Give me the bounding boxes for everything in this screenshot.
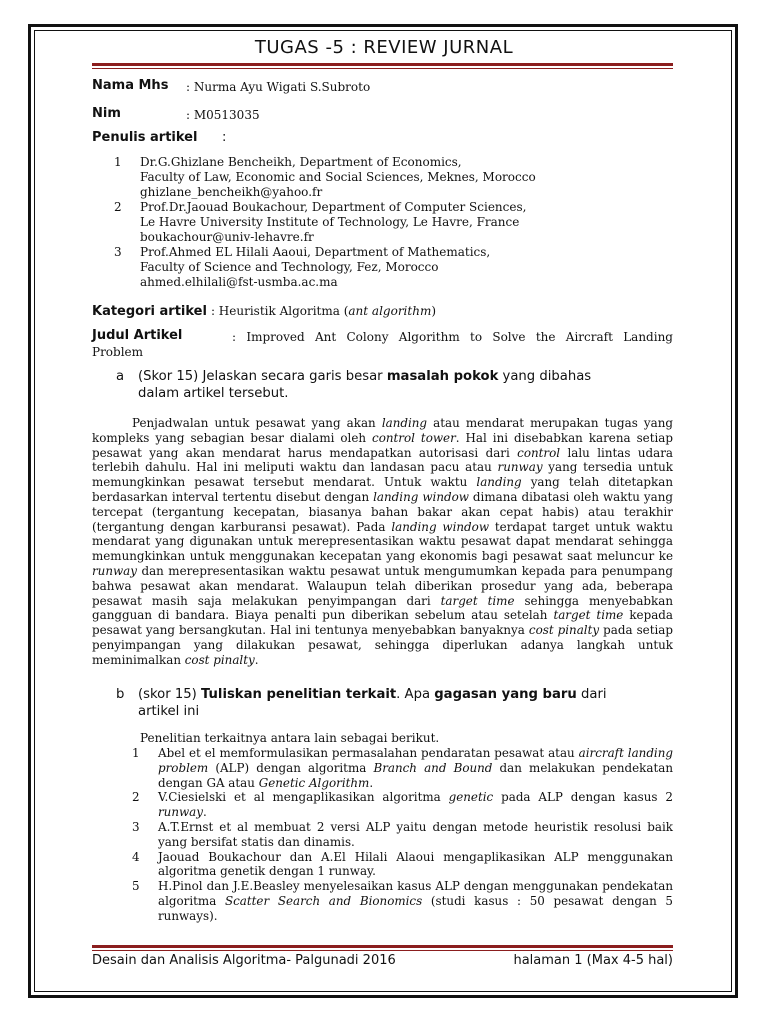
related-list: [132, 746, 673, 924]
italic-term: landing window: [373, 489, 469, 504]
author-item: [114, 155, 654, 200]
text-run: pada setiap penyimpangan yang dilakukan pesawat, sehingga diperlukan adanya langkah untuk meminimalkan: [92, 623, 673, 667]
kategori-value-italic: ant algorithm: [348, 304, 432, 318]
author-line: Le Havre University Institute of Technology, Le Havre, France: [140, 215, 520, 229]
text-run: (studi kasus : 50 pesawat dengan 5 runways).: [158, 893, 673, 923]
author-email: ghizlane_bencheikh@yahoo.fr: [140, 185, 323, 199]
text-run: Penjadwalan untuk pesawat yang akan: [132, 416, 382, 430]
answer-b-intro: Penelitian terkaitnya antara lain sebagai berikut.: [140, 731, 440, 745]
question-a-prefix: (Skor 15) Jelaskan secara garis besar: [138, 369, 387, 384]
text-run: V.Ciesielski et al mengaplikasikan algoritma: [158, 790, 449, 805]
answer-a-paragraph: [92, 416, 673, 668]
text-run: (ALP) dengan algoritma: [208, 760, 374, 775]
judul-value: : Improved Ant Colony Algorithm to Solve the Aircraft Landing: [232, 330, 673, 344]
title-rule: [92, 63, 673, 66]
author-line: Prof.Dr.Jaouad Boukachour, Department of Computer Sciences,: [140, 200, 527, 214]
italic-term: landing window: [391, 519, 490, 534]
kategori-label: Kategori artikel: [92, 304, 207, 319]
text-run: terdapat target untuk waktu mendarat yang digunakan untuk merepresentasikan waktu pesawat dapat mendarat sehingga memungkinkan untuk menggunakan kecepatan yang ekonomis bagi pesawat saat meluncur ke: [92, 519, 673, 564]
question-b-prefix: (skor 15): [138, 687, 201, 702]
italic-term: runway: [158, 805, 203, 820]
text-run: .: [254, 652, 259, 667]
italic-term: aircraft landing problem: [158, 746, 674, 775]
italic-term: target time: [440, 593, 515, 608]
footer-course: Desain dan Analisis Algoritma- Palgunadi 2016: [92, 953, 396, 968]
text-run: sehingga menyebabkan gangguan di bandara. Biaya penalti pun diberikan sebelum atau setelah: [92, 593, 673, 623]
author-number: 1: [114, 155, 122, 169]
italic-term: Branch and Bound: [373, 760, 493, 775]
penulis-label: Penulis artikel: [92, 130, 198, 145]
footer-rule-thin: [92, 950, 673, 951]
text-run: A.T.Ernst et al membuat 2 versi ALP yaitu dengan metode heuristik resolusi baik yang bersifat statis dan dinamis.: [158, 819, 673, 849]
text-run: dan melakukan pendekatan dengan GA atau: [158, 760, 673, 790]
italic-term: target time: [553, 608, 624, 623]
author-email: boukachour@univ-lehavre.fr: [140, 230, 314, 244]
author-number: 3: [114, 245, 122, 259]
author-line: Faculty of Science and Technology, Fez, Morocco: [140, 260, 439, 274]
text-run: Jaouad Boukachour dan A.El Hilali Alaoui mengaplikasikan ALP menggunakan algoritma genetik dengan 1 runway.: [158, 849, 673, 879]
question-b-letter: b: [116, 687, 125, 702]
text-run: . Hal ini disebabkan karena setiap pesawat yang akan mendarat harus mendapatkan autorisasi dari: [92, 430, 673, 460]
text-run: dimana dibatasi oleh waktu yang tercepat (tergantung kecepatan, biasanya bahan bakar akan cepat habis) atau terakhir (tergantung dengan karburansi pesawat). Pada: [92, 489, 673, 534]
related-item: [132, 790, 673, 820]
kategori-value-prefix: : Heuristik Algoritma (: [210, 304, 349, 318]
italic-term: landing: [381, 416, 428, 430]
footer-page: halaman 1 (Max 4-5 hal): [513, 953, 673, 968]
related-item: [132, 879, 673, 923]
text-run: yang telah ditetapkan berdasarkan interval tertentu disebut dengan: [92, 475, 673, 504]
author-email: ahmed.elhilali@fst-usmba.ac.ma: [140, 275, 338, 289]
author-item: [114, 200, 654, 245]
question-a-suffix: yang dibahas: [498, 369, 592, 384]
question-b-suffix: dari: [576, 687, 607, 702]
italic-term: Scatter Search and Bionomics: [224, 893, 423, 908]
italic-term: control: [517, 445, 561, 460]
italic-term: Genetic Algorithm: [258, 775, 370, 790]
italic-term: cost pinalty: [184, 652, 255, 667]
text-run: atau mendarat merupakan tugas yang kompleks yang sebagian besar dialami oleh: [92, 416, 673, 445]
author-line: Faculty of Law, Economic and Social Sciences, Meknes, Morocco: [140, 170, 536, 184]
title-rule-thin: [92, 68, 673, 69]
related-number: 5: [132, 879, 140, 894]
question-b-bold2: gagasan yang baru: [434, 687, 577, 702]
author-item: [114, 245, 654, 290]
text-run: yang tersedia untuk memungkinkan pesawat tersebut mendarat. Untuk waktu: [92, 460, 673, 490]
text-run: lalu lintas udara terlebih dahulu. Hal ini meliputi waktu dan landasan pacu atau: [92, 445, 673, 475]
penulis-colon: :: [222, 130, 227, 145]
related-number: 1: [132, 746, 140, 760]
question-a-letter: a: [116, 369, 125, 384]
nim-value: : M0513035: [186, 108, 260, 122]
question-b: [138, 686, 668, 720]
nama-label: Nama Mhs: [92, 78, 169, 93]
question-a-line2: dalam artikel tersebut.: [138, 386, 289, 401]
author-line: Prof.Ahmed EL Hilali Aaoui, Department of Mathematics,: [140, 245, 491, 259]
authors-list: [114, 155, 654, 290]
author-number: 2: [114, 200, 122, 214]
italic-term: runway: [497, 460, 543, 475]
text-run: .: [203, 805, 207, 820]
footer-rule: [92, 945, 673, 948]
text-run: H.Pinol dan J.E.Beasley menyelesaikan kasus ALP dengan menggunakan pendekatan algoritma: [158, 879, 673, 908]
italic-term: cost pinalty: [528, 623, 600, 638]
text-run: dan merepresentasikan waktu pesawat untuk mengumumkan kepada para penumpang bahwa pesawat akan mendarat. Walaupun telah diberikan prosedur yang ada, beberapa pesawat masih saja melakukan penyimpangan dari: [92, 563, 673, 608]
text-run: pada ALP dengan kasus 2: [493, 790, 673, 805]
nama-value: : Nurma Ayu Wigati S.Subroto: [186, 80, 371, 94]
question-a-bold: masalah pokok: [386, 369, 499, 384]
text-run: Abel et el memformulasikan permasalahan pendaratan pesawat atau: [158, 746, 579, 760]
related-number: 2: [132, 790, 140, 805]
related-item: [132, 850, 673, 880]
italic-term: landing: [476, 475, 522, 490]
page-title: TUGAS -5 : REVIEW JURNAL: [254, 37, 514, 58]
related-item: [132, 820, 673, 850]
question-b-line2: artikel ini: [138, 704, 200, 719]
question-b-bold1: Tuliskan penelitian terkait: [200, 687, 397, 702]
judul-value-line2: Problem: [92, 345, 144, 359]
related-item: [132, 746, 673, 790]
judul-label: Judul Artikel: [92, 328, 183, 343]
italic-term: runway: [92, 563, 137, 578]
question-b-mid: . Apa: [396, 687, 435, 702]
text-run: .: [369, 775, 374, 790]
italic-term: control tower: [372, 430, 456, 445]
related-number: 3: [132, 819, 140, 834]
italic-term: genetic: [448, 790, 494, 805]
author-line: Dr.G.Ghizlane Bencheikh, Department of Economics,: [140, 155, 462, 169]
question-a: [138, 368, 668, 402]
nim-label: Nim: [92, 106, 121, 121]
text-run: kepada pesawat yang bersangkutan. Hal ini tentunya menyebabkan banyaknya: [92, 608, 673, 638]
kategori-row: [92, 302, 436, 320]
kategori-value-suffix: ): [431, 304, 437, 318]
related-number: 4: [132, 849, 140, 864]
